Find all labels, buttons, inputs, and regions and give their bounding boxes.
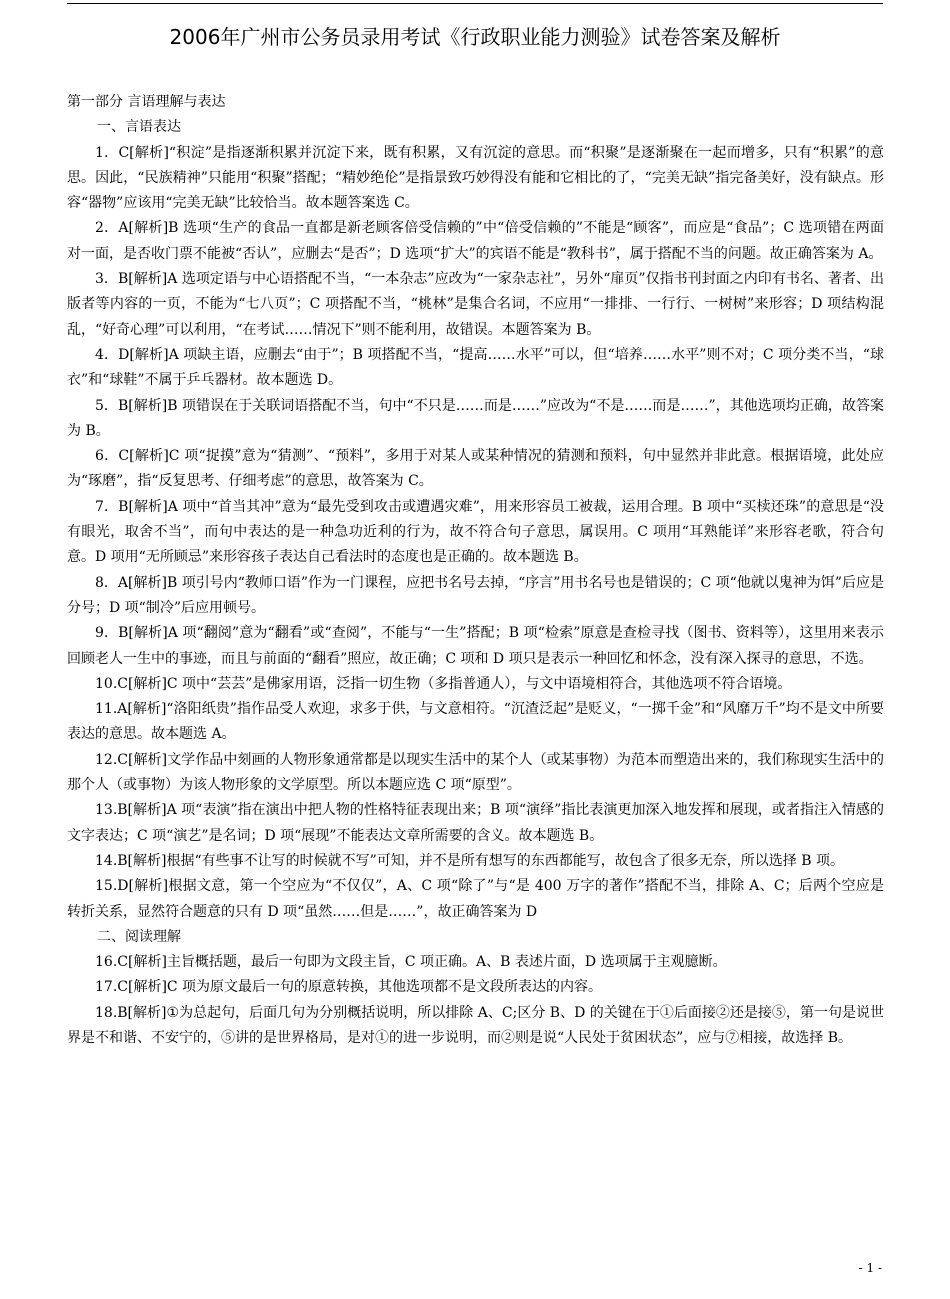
answer-item-13: 13.B[解析]A 项“表演”指在演出中把人物的性格特征表现出来；B 项“演绎”指比表演更加深入地发挥和展现，或者指注入情感的文字表达；C 项“演艺”是名词；D 项“展现”不能表达文章所需要的含义。故本题选 B。: [67, 802, 884, 844]
answer-item-3: 3．B[解析]A 选项定语与中心语搭配不当，“一本杂志”应改为“一家杂志社”，另外“扉页”仅指书刊封面之内印有书名、著者、出版者等内容的一页，不能为“七八页”；C 项搭配不当，“桃林”是集合名词，不应用“一排排、一行行、一树树”来形容；D 项结构混乱，“好奇心理”可以利用，“在考试……情况下”则不能利用，故错误。本题答案为 B。: [67, 271, 884, 338]
answer-item-4: 4．D[解析]A 项缺主语，应删去“由于”；B 项搭配不当，“提高……水平”可以，但“培养……水平”则不对；C 项分类不当，“球衣”和“球鞋”不属于乒乓器材。故本题选 D。: [67, 346, 884, 389]
answer-item-5: 5．B[解析]B 项错误在于关联词语搭配不当，句中“不只是……而是……”应改为“不是……而是……”，其他选项均正确，故答案为 B。: [67, 397, 884, 439]
answer-item-9: 9．B[解析]A 项“翻阅”意为“翻看”或“查阅”，不能与“一生”搭配；B 项“检索”原意是查检寻找（图书、资料等），这里用来表示回顾老人一生中的事迹，而且与前面的“翻看”照应，故正确；C 项和 D 项只是表示一种回忆和怀念，没有深入探寻的意思，不选。: [67, 625, 884, 667]
answer-item-16: 16.C[解析]主旨概括题，最后一句即为文段主旨，C 项正确。A、B 表述片面，D 选项属于主观臆断。: [95, 954, 727, 971]
answer-item-10: 10.C[解析]C 项中“芸芸”是佛家用语，泛指一切生物（多指普通人），与文中语境相符合，其他选项不符合语境。: [95, 675, 792, 692]
answer-item-2: 2．A[解析]B 选项“生产的食品一直都是新老顾客倍受信赖的”中“倍受信赖的”不能是“顾客”，而应是“食品”；C 选项错在两面对一面，是否收门票不能被“否认”，应删去“是否”；D 选项“扩大”的宾语不能是“教科书”，属于搭配不当的问题。故正确答案为 A。: [67, 220, 884, 262]
answer-item-18: 18.B[解析]①为总起句，后面几句为分别概括说明，所以排除 A、C;区分 B、D 的关键在于①后面接②还是接⑤，第一句是说世界是不和谐、不安宁的，⑤讲的是世界格局，是对①的进一步说明，而②则是说“人民处于贫困状态”，应与⑦相接，故选择 B。: [67, 1004, 884, 1046]
page-number: - 1 -: [858, 1261, 882, 1275]
answer-item-6: 6．C[解析]C 项“捉摸”意为“猜测”、“预料”，多用于对某人或某种情况的猜测和预料，句中显然并非此意。根据语境，此处应为“琢磨”，指“反复思考、仔细考虑”的意思，故答案为 C。: [67, 448, 884, 490]
header-rule: [67, 3, 883, 4]
answer-item-12: 12.C[解析]文学作品中刻画的人物形象通常都是以现实生活中的某个人（或某事物）为范本而塑造出来的，我们称现实生活中的那个人（或事物）为该人物形象的文学原型。所以本题应选 C 项“原型”。: [67, 751, 884, 794]
answer-item-7: 7．B[解析]A 项中“首当其冲”意为“最先受到攻击或遭遇灾难”，用来形容员工被裁，运用合理。B 项中“买椟还珠”的意思是“没有眼光，取舍不当”，而句中表达的是一种急功近利的行为，故不符合句子意思，属误用。C 项用“耳熟能详”来形容老歌，符合句意。D 项用“无所顾忌”来形容孩子表达自己看法时的态度也是正确的。故本题选 B。: [67, 498, 884, 566]
answer-item-8: 8．A[解析]B 项引号内“教师口语”作为一门课程，应把书名号去掉，“序言”用书名号也是错误的；C 项“他就以鬼神为饵”后应是分号；D 项“制冷”后应用顿号。: [67, 574, 884, 616]
answer-item-11: 11.A[解析]“洛阳纸贵”指作品受人欢迎，求多于供，与文意相符。“沉渣泛起”是贬义，“一掷千金”和“风靡万千”均不是文中所要表达的意思。故本题选 A。: [67, 701, 884, 743]
section-heading-reading: 二、阅读理解: [97, 928, 181, 945]
section-heading-expression: 一、言语表达: [97, 119, 181, 136]
part-heading: 第一部分 言语理解与表达: [67, 94, 226, 110]
answer-item-14: 14.B[解析]根据“有些事不让写的时候就不写”可知，并不是所有想写的东西都能写，故包含了很多无奈，所以选择 B 项。: [95, 852, 844, 869]
answer-item-17: 17.C[解析]C 项为原文最后一句的原意转换，其他选项都不是文段所表达的内容。: [95, 979, 603, 996]
document-title: 2006年广州市公务员录用考试《行政职业能力测验》试卷答案及解析: [169, 25, 781, 49]
document-body: [67, 90, 884, 1051]
answer-item-15: 15.D[解析]根据文意，第一个空应为“不仅仅”，A、C 项“除了”与“是 400 万字的著作”搭配不当，排除 A、C；后两个空应是转折关系，显然符合题意的只有 D 项“虽然……但是……”，故正确答案为 D: [67, 878, 884, 920]
answer-item-1: 1．C[解析]“积淀”是指逐渐积累并沉淀下来，既有积累，又有沉淀的意思。而“积聚”是逐渐聚在一起而增多，只有“积累”的意思。因此，“民族精神”只能用“积聚”搭配；“精妙绝伦”是指景致巧妙得没有能和它相比的了，“完美无缺”指完备美好，没有缺点。形容“器物”应该用“完美无缺”比较恰当。故本题答案选 C。: [67, 144, 884, 212]
